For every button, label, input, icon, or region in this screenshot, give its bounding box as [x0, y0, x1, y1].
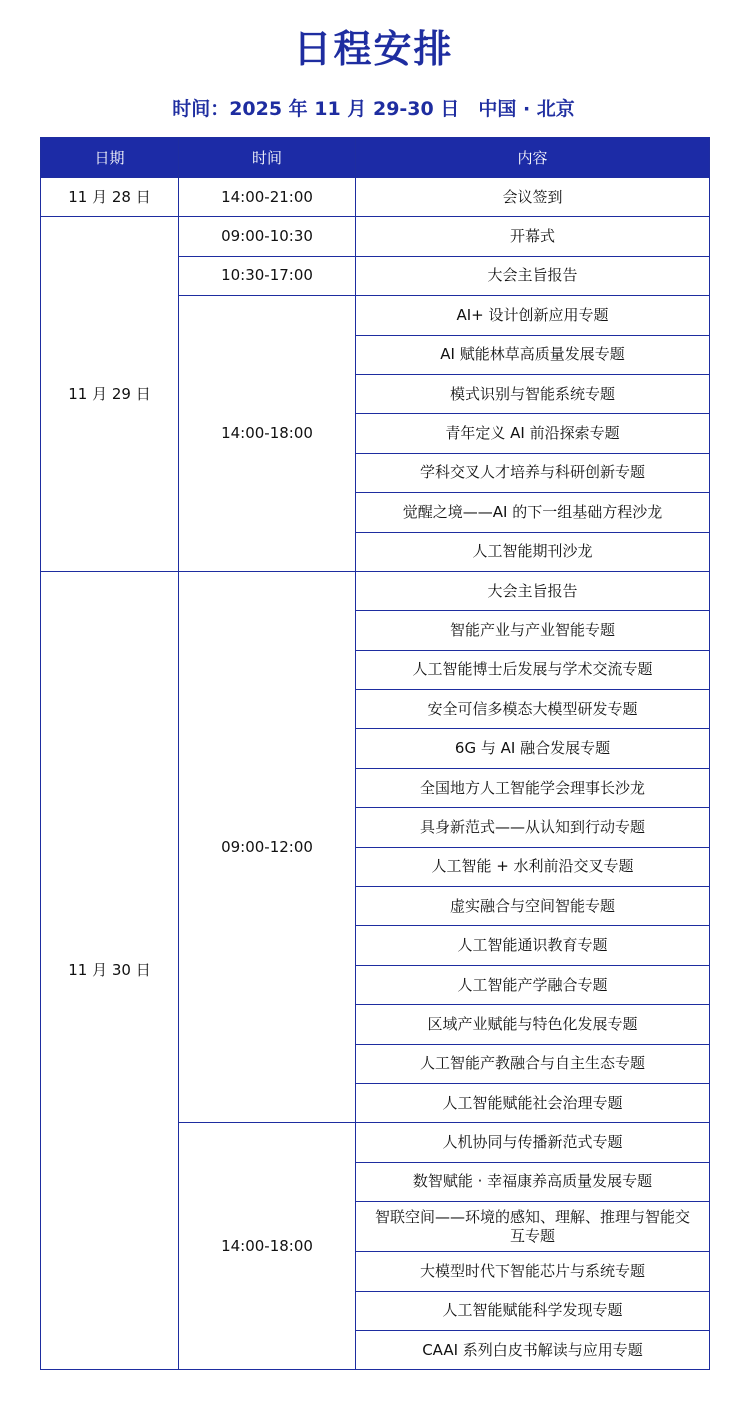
table-row — [41, 571, 710, 610]
content-cell: 安全可信多模态大模型研发专题 — [356, 690, 710, 729]
content-cell: 大模型时代下智能芯片与系统专题 — [356, 1252, 710, 1291]
time-cell: 14:00-18:00 — [179, 296, 356, 572]
content-cell: 人工智能博士后发展与学术交流专题 — [356, 650, 710, 689]
content-cell: 人工智能产教融合与自主生态专题 — [356, 1044, 710, 1083]
date-cell: 11 月 28 日 — [41, 178, 179, 217]
content-cell: 大会主旨报告 — [356, 571, 710, 610]
content-cell: 智联空间——环境的感知、理解、推理与智能交互专题 — [356, 1202, 710, 1252]
content-cell: 具身新范式——从认知到行动专题 — [356, 808, 710, 847]
table-header-row — [41, 138, 710, 178]
content-cell: 大会主旨报告 — [356, 256, 710, 295]
schedule-table — [40, 137, 710, 1370]
table-row — [41, 178, 710, 217]
table-row — [41, 217, 710, 256]
time-cell: 14:00-21:00 — [179, 178, 356, 217]
time-cell: 09:00-10:30 — [179, 217, 356, 256]
time-cell: 09:00-12:00 — [179, 571, 356, 1122]
content-cell: 6G 与 AI 融合发展专题 — [356, 729, 710, 768]
content-cell: 人工智能 + 水利前沿交叉专题 — [356, 847, 710, 886]
header-content: 内容 — [356, 138, 710, 178]
content-cell: AI 赋能林草高质量发展专题 — [356, 335, 710, 374]
page-title: 日程安排 — [293, 27, 454, 71]
content-cell: 学科交叉人才培养与科研创新专题 — [356, 453, 710, 492]
date-cell: 11 月 29 日 — [41, 217, 179, 572]
content-cell: 人机协同与传播新范式专题 — [356, 1123, 710, 1162]
header-time: 时间 — [179, 138, 356, 178]
date-cell: 11 月 30 日 — [41, 571, 179, 1369]
content-cell: 人工智能期刊沙龙 — [356, 532, 710, 571]
content-cell: CAAI 系列白皮书解读与应用专题 — [356, 1330, 710, 1369]
content-cell: 人工智能赋能科学发现专题 — [356, 1291, 710, 1330]
header-date: 日期 — [41, 138, 179, 178]
content-cell: 青年定义 AI 前沿探索专题 — [356, 414, 710, 453]
event-date-location: 时间：2025 年 11 月 29-30 日 中国 · 北京 — [172, 98, 575, 120]
content-cell: 全国地方人工智能学会理事长沙龙 — [356, 768, 710, 807]
content-cell: AI+ 设计创新应用专题 — [356, 296, 710, 335]
content-cell: 会议签到 — [356, 178, 710, 217]
content-cell: 智能产业与产业智能专题 — [356, 611, 710, 650]
content-cell: 觉醒之境——AI 的下一组基础方程沙龙 — [356, 493, 710, 532]
content-cell: 开幕式 — [356, 217, 710, 256]
content-cell: 数智赋能 · 幸福康养高质量发展专题 — [356, 1162, 710, 1201]
content-cell: 人工智能通识教育专题 — [356, 926, 710, 965]
time-cell: 10:30-17:00 — [179, 256, 356, 295]
time-cell: 14:00-18:00 — [179, 1123, 356, 1370]
content-cell: 人工智能赋能社会治理专题 — [356, 1083, 710, 1122]
content-cell: 虚实融合与空间智能专题 — [356, 887, 710, 926]
content-cell: 人工智能产学融合专题 — [356, 965, 710, 1004]
content-cell: 模式识别与智能系统专题 — [356, 374, 710, 413]
content-cell: 区域产业赋能与特色化发展专题 — [356, 1005, 710, 1044]
